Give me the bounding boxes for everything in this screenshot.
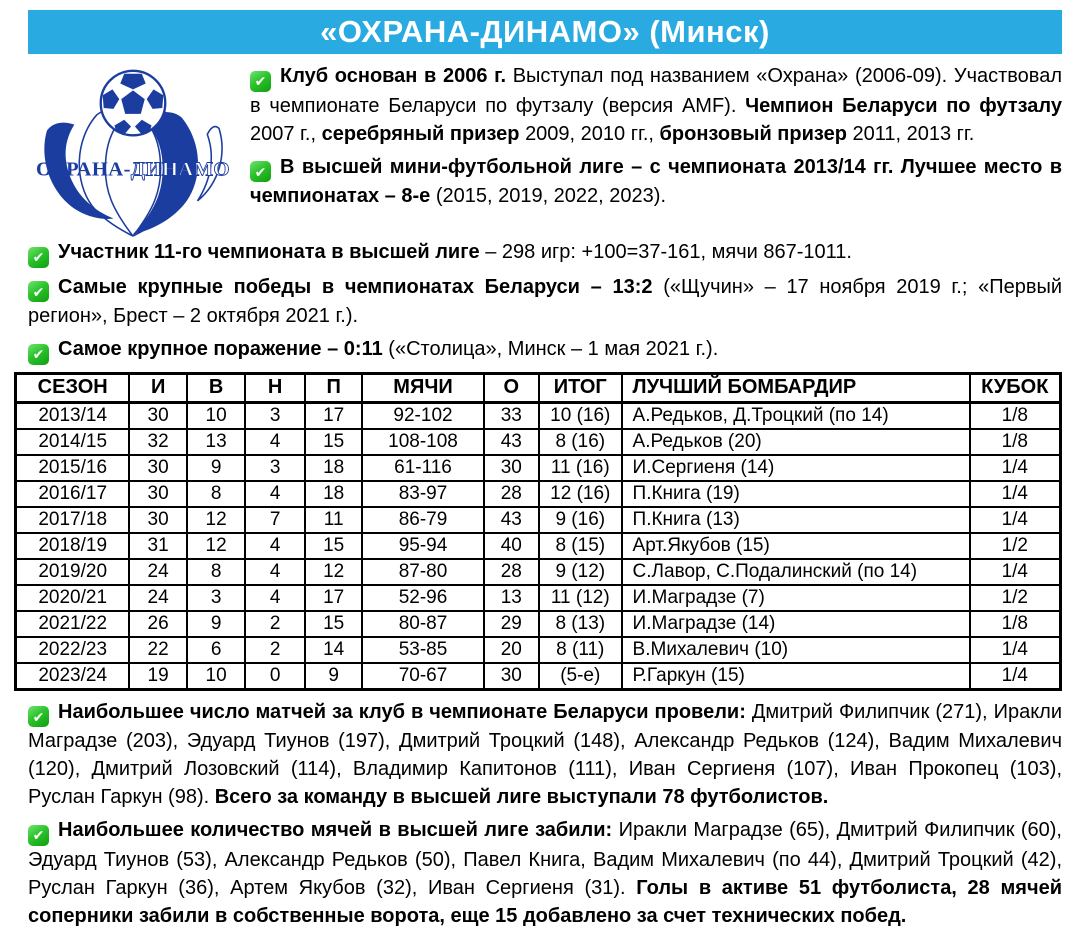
table-cell: 1/8 [970, 611, 1061, 637]
table-cell: 9 (16) [539, 507, 622, 533]
column-header: О [484, 373, 539, 402]
fact-bullet-participation [28, 238, 1062, 268]
fact-bullet-biggest-loss [28, 335, 1062, 365]
column-header: МЯЧИ [362, 373, 483, 402]
table-cell: 10 [187, 663, 246, 690]
table-cell: 80-87 [362, 611, 483, 637]
column-header: ЛУЧШИЙ БОМБАРДИР [622, 373, 970, 402]
table-cell: 10 [187, 402, 246, 429]
table-cell: 24 [129, 559, 186, 585]
table-cell: 8 [187, 559, 246, 585]
table-cell: 83-97 [362, 481, 483, 507]
table-cell: 2017/18 [16, 507, 130, 533]
table-row [16, 507, 1061, 533]
table-cell: 86-79 [362, 507, 483, 533]
table-cell: 95-94 [362, 533, 483, 559]
table-row [16, 429, 1061, 455]
table-cell: 26 [129, 611, 186, 637]
table-cell: С.Лавор, С.Подалинский (по 14) [622, 559, 970, 585]
table-cell: 30 [129, 507, 186, 533]
table-cell: 31 [129, 533, 186, 559]
table-row [16, 559, 1061, 585]
table-cell: 4 [245, 559, 305, 585]
table-cell: 30 [484, 455, 539, 481]
bullet-text: Наибольшее количество мячей в высшей лиге забили: Иракли Маградзе (65), Дмитрий Филипчик (60), Эдуард Тиунов (53), Александр Редьков (50), Павел Книга, Вадим Михалевич (по 44), Дмитрий Троцкий (42), Руслан Гаркун (36), Артем Якубов (32), Иван Сергиеня (31). Голы в активе 51 футболиста, 28 мячей соперники забили в собственные ворота, еще 15 добавлено за счет технических побед. [28, 819, 1062, 927]
page-title: «ОХРАНА-ДИНАМО» (Минск) [320, 14, 770, 49]
table-cell: 30 [484, 663, 539, 690]
check-icon [28, 281, 49, 302]
table-cell: 2016/17 [16, 481, 130, 507]
table-cell: 2023/24 [16, 663, 130, 690]
table-cell: 30 [129, 402, 186, 429]
table-cell: Арт.Якубов (15) [622, 533, 970, 559]
table-cell: И.Сергиеня (14) [622, 455, 970, 481]
table-cell: И.Маградзе (14) [622, 611, 970, 637]
table-cell: 8 (16) [539, 429, 622, 455]
check-icon [28, 825, 49, 846]
table-cell: 18 [305, 455, 362, 481]
table-cell: 9 [187, 611, 246, 637]
table-cell: 10 (16) [539, 402, 622, 429]
table-cell: 4 [245, 533, 305, 559]
table-cell: 1/4 [970, 559, 1061, 585]
season-table [14, 372, 1062, 691]
table-row [16, 611, 1061, 637]
bullet-text: Самые крупные победы в чемпионатах Беларуси – 13:2 («Щучин» – 17 ноября 2019 г.; «Первый регион», Брест – 2 октября 2021 г.). [28, 275, 1062, 327]
table-cell: 2021/22 [16, 611, 130, 637]
table-cell: 11 (12) [539, 585, 622, 611]
facts-section [28, 238, 1062, 365]
check-icon [250, 71, 271, 92]
table-cell: 1/8 [970, 429, 1061, 455]
table-header-row [16, 373, 1061, 402]
table-cell: 87-80 [362, 559, 483, 585]
bullet-text: В высшей мини-футбольной лиге – с чемпионата 2013/14 гг. Лучшее место в чемпионатах – 8-е (2015, 2019, 2022, 2023). [250, 155, 1062, 207]
table-cell: 4 [245, 585, 305, 611]
table-cell: 2022/23 [16, 637, 130, 663]
table-cell: 4 [245, 481, 305, 507]
table-cell: 2020/21 [16, 585, 130, 611]
table-cell: 7 [245, 507, 305, 533]
table-cell: 12 [305, 559, 362, 585]
table-cell: 0 [245, 663, 305, 690]
table-cell: 53-85 [362, 637, 483, 663]
column-header: КУБОК [970, 373, 1061, 402]
table-cell: 33 [484, 402, 539, 429]
record-bullet-most-matches [28, 698, 1062, 812]
table-cell: (5-е) [539, 663, 622, 690]
table-cell: 24 [129, 585, 186, 611]
table-row [16, 533, 1061, 559]
table-cell: А.Редьков, Д.Троцкий (по 14) [622, 402, 970, 429]
table-cell: Р.Гаркун (15) [622, 663, 970, 690]
table-cell: 1/2 [970, 585, 1061, 611]
table-cell: 12 [187, 507, 246, 533]
table-cell: 43 [484, 507, 539, 533]
table-cell: 12 [187, 533, 246, 559]
table-cell: 9 (12) [539, 559, 622, 585]
table-cell: 28 [484, 481, 539, 507]
table-cell: 15 [305, 611, 362, 637]
table-cell: 13 [187, 429, 246, 455]
table-cell: 19 [129, 663, 186, 690]
table-row [16, 481, 1061, 507]
table-cell: 1/4 [970, 507, 1061, 533]
table-cell: 1/4 [970, 455, 1061, 481]
table-cell: 8 (11) [539, 637, 622, 663]
table-row [16, 402, 1061, 429]
check-icon [250, 161, 271, 182]
column-header: И [129, 373, 186, 402]
intro-section [28, 62, 1062, 238]
table-cell: 17 [305, 585, 362, 611]
table-cell: 9 [187, 455, 246, 481]
table-cell: П.Книга (13) [622, 507, 970, 533]
table-cell: 4 [245, 429, 305, 455]
table-cell: 3 [187, 585, 246, 611]
table-row [16, 455, 1061, 481]
table-cell: 108-108 [362, 429, 483, 455]
title-bar [28, 10, 1062, 54]
table-cell: 30 [129, 455, 186, 481]
table-cell: 1/4 [970, 481, 1061, 507]
table-cell: 1/2 [970, 533, 1061, 559]
table-cell: 8 [187, 481, 246, 507]
fact-bullet-biggest-wins [28, 273, 1062, 331]
check-icon [28, 247, 49, 268]
table-cell: 52-96 [362, 585, 483, 611]
table-cell: 18 [305, 481, 362, 507]
bullet-text: Клуб основан в 2006 г. Выступал под названием «Охрана» (2006-09). Участвовал в чемпионате Беларуси по футзалу (версия AMF). Чемпион Беларуси по футзалу 2007 г., серебряный призер 2009, 2010 гг., бронзовый призер 2011, 2013 гг. [250, 65, 1062, 145]
table-cell: 2013/14 [16, 402, 130, 429]
table-cell: 8 (15) [539, 533, 622, 559]
column-header: В [187, 373, 246, 402]
table-cell: 22 [129, 637, 186, 663]
check-icon [28, 344, 49, 365]
table-cell: 20 [484, 637, 539, 663]
table-cell: А.Редьков (20) [622, 429, 970, 455]
table-row [16, 585, 1061, 611]
column-header: СЕЗОН [16, 373, 130, 402]
bullet-text: Самое крупное поражение – 0:11 («Столица», Минск – 1 мая 2021 г.). [58, 338, 719, 360]
table-cell: 1/4 [970, 637, 1061, 663]
table-cell: 32 [129, 429, 186, 455]
column-header: ИТОГ [539, 373, 622, 402]
table-cell: В.Михалевич (10) [622, 637, 970, 663]
season-table-body [16, 402, 1061, 689]
table-row [16, 637, 1061, 663]
table-cell: 15 [305, 429, 362, 455]
table-cell: 61-116 [362, 455, 483, 481]
table-cell: 2 [245, 637, 305, 663]
table-cell: 1/8 [970, 402, 1061, 429]
table-cell: 2 [245, 611, 305, 637]
table-cell: 40 [484, 533, 539, 559]
bullet-text: Участник 11-го чемпионата в высшей лиге – 298 игр: +100=37-161, мячи 867-1011. [58, 241, 852, 263]
table-cell: П.Книга (19) [622, 481, 970, 507]
table-cell: 29 [484, 611, 539, 637]
club-crest-graphic [28, 62, 238, 238]
column-header: П [305, 373, 362, 402]
table-cell: 70-67 [362, 663, 483, 690]
table-cell: 17 [305, 402, 362, 429]
table-cell: 14 [305, 637, 362, 663]
table-cell: 8 (13) [539, 611, 622, 637]
table-cell: 2014/15 [16, 429, 130, 455]
table-cell: 6 [187, 637, 246, 663]
table-cell: 43 [484, 429, 539, 455]
records-section [28, 698, 1062, 930]
table-cell: 12 (16) [539, 481, 622, 507]
soccer-ball-icon [101, 71, 166, 136]
check-icon [28, 706, 49, 727]
table-cell: 3 [245, 402, 305, 429]
table-cell: 9 [305, 663, 362, 690]
table-cell: 13 [484, 585, 539, 611]
table-cell: 2019/20 [16, 559, 130, 585]
record-bullet-most-goals [28, 816, 1062, 930]
table-cell: 11 (16) [539, 455, 622, 481]
club-logo [28, 62, 246, 238]
table-row [16, 663, 1061, 690]
table-cell: 11 [305, 507, 362, 533]
table-cell: 28 [484, 559, 539, 585]
table-cell: 2015/16 [16, 455, 130, 481]
table-cell: 30 [129, 481, 186, 507]
column-header: Н [245, 373, 305, 402]
crest-wordmark: ОХРАНА-ДИНАМО [35, 158, 231, 181]
table-cell: И.Маградзе (7) [622, 585, 970, 611]
table-cell: 15 [305, 533, 362, 559]
bullet-text: Наибольшее число матчей за клуб в чемпионате Беларуси провели: Дмитрий Филипчик (271), Иракли Маградзе (203), Эдуард Тиунов (197), Дмитрий Троцкий (148), Александр Редьков (124), Вадим Михалевич (120), Дмитрий Лозовский (114), Владимир Капитонов (111), Иван Сергиеня (107), Иван Прокопец (103), Руслан Гаркун (98). Всего за команду в высшей лиге выступали 78 футболистов. [28, 700, 1063, 808]
table-cell: 92-102 [362, 402, 483, 429]
table-cell: 2018/19 [16, 533, 130, 559]
table-cell: 1/4 [970, 663, 1061, 690]
table-cell: 3 [245, 455, 305, 481]
